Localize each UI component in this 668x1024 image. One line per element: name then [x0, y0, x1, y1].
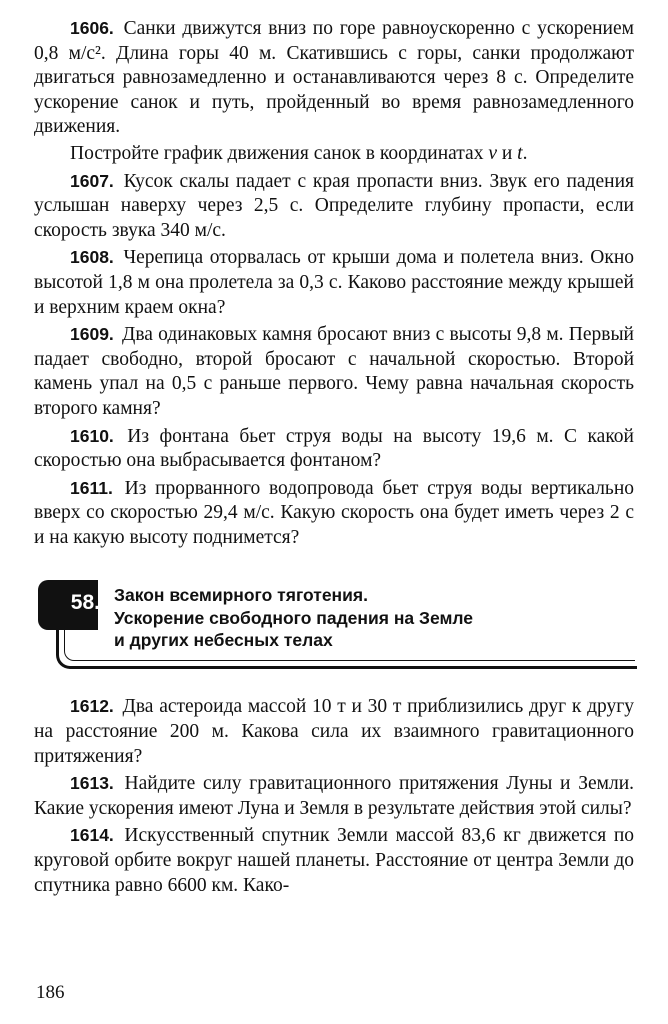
problem-1611: [34, 476, 634, 551]
problem-number: 1612.: [70, 696, 114, 717]
section-title-line: и других небесных телах: [114, 630, 333, 651]
problem-text: Черепица оторвалась от крыши дома и полетела вниз. Окно высотой 1,8 м она пролетела за 0,3 с. Каково расстояние между крышей и верхним краем окна?: [34, 247, 635, 318]
problem-number: 1611.: [70, 477, 113, 498]
problem-number: 1613.: [70, 773, 114, 794]
problem-number: 1608.: [70, 247, 114, 268]
problem-number: 1614.: [70, 825, 114, 846]
page-number: 186: [36, 982, 65, 1003]
page-content: [34, 16, 634, 900]
problem-text: Найдите силу гравитационного притяжения Луны и Земли. Какие ускорения имеют Луна и Земля в результате действия этой силы?: [34, 773, 635, 819]
problem-1607: [34, 169, 634, 244]
section-number: 58.: [70, 591, 100, 615]
problem-1612: [34, 694, 634, 769]
problem-number: 1609.: [70, 324, 114, 345]
problem-text: Из прорванного водопровода бьет струя воды вертикально вверх со скоростью 29,4 м/с. Какую скорость она будет иметь через 2 с и на какую высоту поднимется?: [34, 477, 634, 548]
problem-1609: [34, 322, 634, 421]
section-title-line: Ускорение свободного падения на Земле: [114, 607, 474, 628]
problem-number: 1610.: [70, 425, 114, 446]
section-header: [34, 578, 634, 668]
problem-1608: [34, 245, 634, 320]
problem-text: Санки движутся вниз по горе равноускоренно с ускорением 0,8 м/с². Длина горы 40 м. Скатившись с горы, санки продолжают двигаться равнозамедленно и останавливаются через 8 с. Определите ускорение санок и путь, пройденный во время равнозамедленного движения.: [34, 18, 634, 138]
problem-number: 1606.: [70, 18, 114, 38]
problem-number: 1607.: [70, 170, 114, 191]
problem-1613: [34, 771, 634, 821]
problem-text: Кусок скалы падает с края пропасти вниз. Звук его падения услышан наверху через 2,5 с. Определите глубину пропасти, если скорость звука 340 м/с.: [34, 170, 634, 241]
section-title: [114, 584, 473, 652]
section-title-line: Закон всемирного тяготения.: [114, 585, 368, 606]
problem-text: Искусственный спутник Земли массой 83,6 кг движется по круговой орбите вокруг нашей планеты. Расстояние от центра Земли до спутника равно 6600 км. Како-: [34, 825, 634, 896]
problem-1610: [34, 424, 634, 474]
problem-1614: [34, 823, 634, 898]
problem-text: Из фонтана бьет струя воды на высоту 19,6 м. С какой скоростью она выбрасывается фонтаном?: [34, 425, 634, 472]
problem-1606-extra: Постройте график движения санок в координатах v и t.: [70, 142, 528, 164]
problem-text: Два одинаковых камня бросают вниз с высоты 9,8 м. Первый падает свободно, второй бросают с начальной скоростью. Второй камень упал на 0,5 с раньше первого. Чему равна начальная скорость второго камня?: [34, 324, 634, 419]
problem-text: Два астероида массой 10 т и 30 т приблизились друг к другу на расстояние 200 м. Какова сила их взаимного гравитационного притяжения?: [34, 696, 635, 767]
problem-1606: [34, 16, 634, 140]
